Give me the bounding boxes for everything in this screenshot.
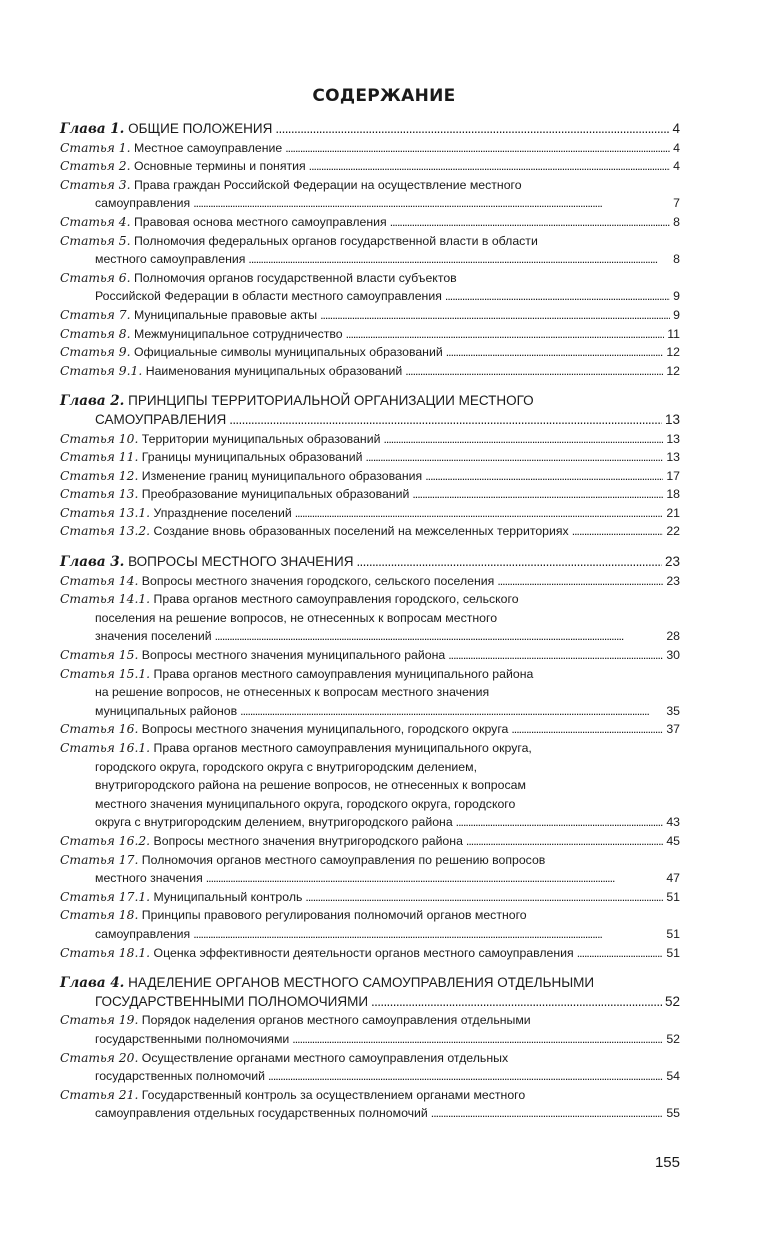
- entry-line: [60, 944, 680, 963]
- toc-text: [60, 553, 353, 572]
- leader-dots: [240, 702, 663, 721]
- toc-text: [95, 1030, 289, 1049]
- toc-entry[interactable]: [60, 448, 680, 467]
- leader-dots: [466, 832, 663, 851]
- toc-text: [60, 739, 532, 758]
- page-ref: 47: [666, 871, 680, 886]
- toc-text: [60, 232, 538, 251]
- leader-dots: [572, 522, 664, 541]
- entry-line: [60, 1030, 680, 1049]
- article-title: самоуправления: [95, 196, 191, 211]
- toc-text: [95, 702, 237, 721]
- table-of-contents: [60, 120, 680, 1135]
- entry-line: [60, 362, 680, 381]
- entry-line: [60, 232, 680, 251]
- toc-text: [95, 287, 442, 306]
- leader-dots: [511, 720, 663, 739]
- article-title: Принципы правового регулирования полномочий органов местного: [141, 908, 527, 923]
- toc-entry[interactable]: [60, 176, 680, 213]
- toc-text: [95, 1067, 265, 1086]
- chapter-title: САМОУПРАВЛЕНИЯ: [95, 411, 227, 427]
- article-label: Статья 19.: [60, 1013, 139, 1028]
- entry-line: [60, 306, 680, 325]
- chapter-heading-line: [60, 120, 680, 139]
- article-title: государственных полномочий: [95, 1069, 265, 1084]
- chapter-title: НАДЕЛЕНИЕ ОРГАНОВ МЕСТНОГО САМОУПРАВЛЕНИЯ ОТДЕЛЬНЫМИ: [128, 975, 595, 991]
- toc-text: [60, 572, 494, 591]
- toc-text: [60, 120, 272, 139]
- toc-entry[interactable]: [60, 1049, 680, 1086]
- page-ref: 9: [673, 307, 680, 322]
- entry-line: [60, 343, 680, 362]
- article-label: Статья 13.1.: [60, 505, 151, 520]
- toc-text: [95, 993, 368, 1012]
- article-label: Статья 6.: [60, 270, 131, 285]
- chapter-label: Глава 4.: [60, 975, 125, 992]
- toc-text: [60, 269, 457, 288]
- toc-text: [60, 888, 302, 907]
- article-title: на решение вопросов, не отнесенных к вопросам местного значения: [95, 685, 490, 700]
- article-label: Статья 7.: [60, 307, 131, 322]
- toc-text: [60, 1086, 525, 1105]
- article-title: Преобразование муниципальных образований: [141, 487, 410, 502]
- toc-text: [95, 194, 190, 213]
- article-label: Статья 21.: [60, 1087, 139, 1102]
- entry-line: [60, 1011, 680, 1030]
- article-title: Права граждан Российской Федерации на осуществление местного: [133, 177, 522, 192]
- entry-line: [60, 776, 680, 795]
- entry-line: [60, 572, 680, 591]
- toc-text: [60, 906, 527, 925]
- page-ref: 11: [667, 326, 680, 341]
- entry-line: [60, 813, 680, 832]
- toc-entry[interactable]: [60, 269, 680, 306]
- toc-entry[interactable]: [60, 1011, 680, 1048]
- chapter-label: Глава 2.: [60, 393, 125, 410]
- toc-entry[interactable]: [60, 646, 680, 665]
- page-title: СОДЕРЖАНИЕ: [312, 86, 456, 106]
- article-title: поселения на решение вопросов, не отнесенных к вопросам местного: [95, 610, 498, 625]
- entry-line: [60, 430, 680, 449]
- page-ref: 30: [666, 648, 680, 663]
- entry-line: [60, 1086, 680, 1105]
- toc-chapter: [60, 392, 680, 541]
- article-label: Статья 2.: [60, 159, 131, 174]
- article-label: Статья 8.: [60, 326, 131, 341]
- entry-line: [60, 851, 680, 870]
- article-title: городского округа, городского округа с внутригородским делением,: [95, 759, 477, 774]
- leader-dots: [371, 993, 662, 1012]
- article-label: Статья 10.: [60, 431, 139, 446]
- article-title: Полномочия органов государственной власти субъектов: [133, 270, 457, 285]
- toc-text: [60, 362, 402, 381]
- toc-text: [60, 522, 569, 541]
- article-label: Статья 16.2.: [60, 833, 151, 848]
- toc-text: [60, 1049, 508, 1068]
- article-label: Статья 11.: [60, 450, 139, 465]
- entry-line: [60, 485, 680, 504]
- entry-line: [60, 522, 680, 541]
- page-ref: 21: [666, 505, 680, 520]
- leader-dots: [193, 194, 670, 213]
- toc-chapter: [60, 553, 680, 962]
- toc-entry[interactable]: [60, 232, 680, 269]
- article-title: Границы муниципальных образований: [141, 450, 363, 465]
- toc-text: [95, 925, 190, 944]
- article-title: государственными полномочиями: [95, 1031, 290, 1046]
- article-title: местного значения: [95, 871, 203, 886]
- leader-dots: [305, 888, 663, 907]
- toc-text: [95, 813, 453, 832]
- leader-dots: [448, 646, 663, 665]
- entry-line: [60, 609, 680, 628]
- leader-dots: [229, 411, 662, 430]
- toc-entry[interactable]: [60, 720, 680, 739]
- leader-dots: [446, 343, 664, 362]
- toc-entry[interactable]: [60, 343, 680, 362]
- leader-dots: [356, 553, 662, 572]
- article-title: Упразднение поселений: [153, 505, 292, 520]
- entry-line: [60, 758, 680, 777]
- toc-entry[interactable]: [60, 906, 680, 943]
- article-label: Статья 9.1.: [60, 363, 143, 378]
- article-title: Права органов местного самоуправления муниципального района: [153, 666, 534, 681]
- toc-chapter: [60, 974, 680, 1123]
- toc-text: [60, 944, 574, 963]
- entry-line: [60, 287, 680, 306]
- toc-entry[interactable]: [60, 157, 680, 176]
- toc-entry[interactable]: [60, 213, 680, 232]
- toc-entry[interactable]: [60, 572, 680, 591]
- article-label: Статья 3.: [60, 177, 131, 192]
- entry-line: [60, 832, 680, 851]
- toc-text: [95, 795, 515, 814]
- chapter-heading-line: [60, 974, 680, 993]
- article-title: Вопросы местного значения муниципального района: [141, 648, 446, 663]
- toc-entry[interactable]: [60, 832, 680, 851]
- entry-line: [60, 1104, 680, 1123]
- page-number: 155: [654, 1154, 680, 1171]
- entry-line: [60, 1067, 680, 1086]
- article-title: значения поселений: [95, 629, 212, 644]
- article-title: внутригородского района на решение вопросов, не отнесенных к вопросам: [95, 778, 526, 793]
- toc-text: [60, 392, 534, 411]
- chapter-heading-line: [60, 993, 680, 1012]
- toc-entry[interactable]: [60, 851, 680, 888]
- article-label: Статья 17.1.: [60, 889, 151, 904]
- chapter-label: Глава 1.: [60, 121, 125, 137]
- toc-text: [95, 627, 212, 646]
- toc-entry[interactable]: [60, 590, 680, 646]
- article-title: Муниципальный контроль: [153, 889, 303, 904]
- toc-entry[interactable]: [60, 504, 680, 523]
- toc-text: [60, 176, 522, 195]
- entry-line: [60, 139, 680, 158]
- article-title: Полномочия органов местного самоуправления по решению вопросов: [141, 852, 546, 867]
- entry-line: [60, 720, 680, 739]
- toc-text: [95, 758, 477, 777]
- page-ref: 13: [666, 431, 680, 446]
- article-title: Основные термины и понятия: [133, 159, 306, 174]
- article-label: Статья 4.: [60, 214, 131, 229]
- entry-line: [60, 627, 680, 646]
- article-label: Статья 18.1.: [60, 945, 151, 960]
- leader-dots: [248, 250, 670, 269]
- toc-entry[interactable]: [60, 467, 680, 486]
- toc-entry[interactable]: [60, 944, 680, 963]
- leader-dots: [268, 1067, 663, 1086]
- chapter-title: ВОПРОСЫ МЕСТНОГО ЗНАЧЕНИЯ: [128, 554, 354, 570]
- article-title: Вопросы местного значения внутригородского района: [153, 833, 463, 848]
- article-label: Статья 15.1.: [60, 666, 151, 681]
- page-ref: 28: [666, 629, 680, 644]
- leader-dots: [292, 1030, 663, 1049]
- leader-dots: [285, 139, 670, 158]
- chapter-heading[interactable]: [60, 974, 680, 1011]
- article-title: Наименования муниципальных образований: [145, 363, 403, 378]
- article-title: местного значения муниципального округа, городского округа, городского: [95, 796, 516, 811]
- entry-line: [60, 448, 680, 467]
- chapter-heading-line: [60, 392, 680, 411]
- article-title: Порядок наделения органов местного самоуправления отдельными: [141, 1013, 531, 1028]
- leader-dots: [193, 925, 663, 944]
- entry-line: [60, 925, 680, 944]
- page-ref: 52: [666, 1031, 680, 1046]
- toc-text: [60, 448, 363, 467]
- article-label: Статья 15.: [60, 648, 139, 663]
- article-label: Статья 20.: [60, 1050, 139, 1065]
- page-ref: 8: [673, 214, 680, 229]
- article-title: Вопросы местного значения муниципального, городского округа: [141, 722, 509, 737]
- toc-text: [60, 157, 306, 176]
- leader-dots: [405, 362, 663, 381]
- article-title: муниципальных районов: [95, 703, 238, 718]
- toc-text: [95, 1104, 428, 1123]
- page-ref: 13: [664, 411, 680, 427]
- toc-text: [60, 1011, 531, 1030]
- entry-line: [60, 683, 680, 702]
- page-ref: 37: [666, 722, 680, 737]
- page-ref: 52: [664, 993, 680, 1009]
- article-label: Статья 14.: [60, 573, 139, 588]
- article-title: Оценка эффективности деятельности органов местного самоуправления: [153, 945, 574, 960]
- page-ref: 12: [666, 363, 680, 378]
- toc-entry[interactable]: [60, 362, 680, 381]
- entry-line: [60, 590, 680, 609]
- chapter-heading[interactable]: [60, 553, 680, 572]
- article-label: Статья 16.1.: [60, 741, 151, 755]
- toc-text: [60, 139, 282, 158]
- entry-line: [60, 739, 680, 758]
- leader-dots: [206, 869, 664, 888]
- page-ref: 51: [666, 889, 680, 904]
- article-title: Российской Федерации в области местного самоуправления: [95, 289, 442, 304]
- leader-dots: [445, 287, 670, 306]
- page-ref: 8: [673, 252, 680, 267]
- article-title: Межмуниципальное сотрудничество: [133, 326, 343, 341]
- entry-line: [60, 176, 680, 195]
- article-title: Вопросы местного значения городского, сельского поселения: [141, 573, 495, 588]
- toc-text: [60, 213, 387, 232]
- entry-line: [60, 269, 680, 288]
- entry-line: [60, 250, 680, 269]
- toc-text: [95, 609, 497, 628]
- page-ref: 23: [664, 554, 680, 570]
- article-title: самоуправления: [95, 926, 191, 941]
- toc-entry[interactable]: [60, 739, 680, 832]
- page-ref: 13: [666, 450, 680, 465]
- toc-entry[interactable]: [60, 1086, 680, 1123]
- article-title: Правовая основа местного самоуправления: [133, 214, 387, 229]
- article-label: Статья 13.: [60, 487, 139, 502]
- toc-text: [60, 504, 292, 523]
- leader-dots: [497, 572, 663, 591]
- leader-dots: [295, 504, 664, 523]
- page-ref: 4: [673, 159, 680, 174]
- article-title: Осуществление органами местного самоуправления отдельных: [141, 1050, 509, 1065]
- toc-text: [60, 343, 443, 362]
- article-title: Местное самоуправление: [133, 140, 283, 155]
- entry-line: [60, 646, 680, 665]
- toc-text: [95, 776, 526, 795]
- toc-text: [60, 720, 508, 739]
- page-ref: 23: [666, 573, 680, 588]
- leader-dots: [577, 944, 664, 963]
- leader-dots: [456, 813, 664, 832]
- page-ref: 45: [666, 833, 680, 848]
- chapter-title: ГОСУДАРСТВЕННЫМИ ПОЛНОМОЧИЯМИ: [95, 993, 369, 1009]
- page-ref: 9: [673, 289, 680, 304]
- chapter-label: Глава 3.: [60, 554, 125, 571]
- entry-line: [60, 213, 680, 232]
- page-ref: 51: [666, 945, 680, 960]
- chapter-heading-line: [60, 411, 680, 430]
- article-label: Статья 5.: [60, 233, 131, 248]
- article-title: самоуправления отдельных государственных полномочий: [95, 1106, 428, 1121]
- toc-entry[interactable]: [60, 139, 680, 158]
- toc-entry[interactable]: [60, 430, 680, 449]
- toc-text: [60, 590, 519, 609]
- article-title: Создание вновь образованных поселений на межселенных территориях: [153, 524, 569, 539]
- article-title: Территории муниципальных образований: [141, 431, 381, 446]
- page-ref: 51: [666, 926, 680, 941]
- toc-chapter: [60, 120, 680, 380]
- leader-dots: [366, 448, 664, 467]
- toc-text: [60, 832, 463, 851]
- chapter-heading[interactable]: [60, 392, 680, 429]
- page-ref: 12: [666, 345, 680, 360]
- page-ref: 35: [666, 703, 680, 718]
- toc-entry[interactable]: [60, 485, 680, 504]
- toc-entry[interactable]: [60, 665, 680, 721]
- article-title: Государственный контроль за осуществлением органами местного: [141, 1087, 526, 1102]
- toc-text: [60, 485, 409, 504]
- toc-text: [60, 306, 317, 325]
- entry-line: [60, 194, 680, 213]
- toc-entry[interactable]: [60, 325, 680, 344]
- article-title: Права органов местного самоуправления муниципального округа,: [153, 741, 532, 755]
- toc-text: [95, 411, 226, 430]
- leader-dots: [383, 430, 663, 449]
- article-title: Изменение границ муниципального образования: [141, 468, 423, 483]
- entry-line: [60, 795, 680, 814]
- leader-dots: [309, 157, 670, 176]
- article-label: Статья 12.: [60, 468, 139, 483]
- article-label: Статья 14.1.: [60, 592, 151, 607]
- chapter-title: ПРИНЦИПЫ ТЕРРИТОРИАЛЬНОЙ ОРГАНИЗАЦИИ МЕСТНОГО: [128, 393, 534, 409]
- article-title: Права органов местного самоуправления городского, сельского: [153, 592, 519, 607]
- article-label: Статья 1.: [60, 140, 131, 155]
- article-title: округа с внутригородским делением, внутригородского района: [95, 815, 453, 830]
- toc-text: [60, 974, 594, 993]
- entry-line: [60, 869, 680, 888]
- article-label: Статья 9.: [60, 345, 131, 360]
- article-label: Статья 13.2.: [60, 524, 151, 539]
- toc-text: [60, 325, 343, 344]
- toc-entry[interactable]: [60, 522, 680, 541]
- leader-dots: [431, 1104, 664, 1123]
- page-ref: 18: [666, 487, 680, 502]
- article-title: Муниципальные правовые акты: [133, 307, 318, 322]
- entry-line: [60, 665, 680, 684]
- leader-dots: [390, 213, 670, 232]
- toc-entry[interactable]: [60, 888, 680, 907]
- leader-dots: [412, 485, 663, 504]
- toc-text: [60, 430, 380, 449]
- article-label: Статья 16.: [60, 722, 139, 737]
- page-ref: 7: [673, 196, 680, 211]
- entry-line: [60, 467, 680, 486]
- entry-line: [60, 888, 680, 907]
- page-ref: 22: [666, 524, 680, 539]
- toc-text: [60, 467, 422, 486]
- page-ref: 4: [672, 121, 680, 136]
- toc-text: [95, 683, 489, 702]
- toc-text: [95, 250, 245, 269]
- leader-dots: [215, 627, 664, 646]
- entry-line: [60, 1049, 680, 1068]
- article-title: Официальные символы муниципальных образований: [133, 345, 443, 360]
- article-title: местного самоуправления: [95, 252, 246, 267]
- entry-line: [60, 702, 680, 721]
- leader-dots: [275, 120, 669, 139]
- toc-text: [95, 869, 203, 888]
- page-ref: 55: [666, 1106, 680, 1121]
- entry-line: [60, 325, 680, 344]
- toc-text: [60, 665, 533, 684]
- article-label: Статья 18.: [60, 908, 139, 923]
- toc-entry[interactable]: [60, 306, 680, 325]
- entry-line: [60, 504, 680, 523]
- page-ref: 17: [666, 468, 680, 483]
- leader-dots: [425, 467, 663, 486]
- article-title: Полномочия федеральных органов государственной власти в области: [133, 233, 538, 248]
- article-label: Статья 17.: [60, 852, 139, 867]
- chapter-heading-line: [60, 553, 680, 572]
- chapter-heading[interactable]: [60, 120, 680, 139]
- page-ref: 43: [666, 815, 680, 830]
- page-ref: 4: [673, 140, 680, 155]
- entry-line: [60, 906, 680, 925]
- toc-text: [60, 851, 545, 870]
- leader-dots: [320, 306, 670, 325]
- chapter-title: ОБЩИЕ ПОЛОЖЕНИЯ: [128, 121, 273, 136]
- toc-text: [60, 646, 445, 665]
- page-ref: 54: [666, 1069, 680, 1084]
- entry-line: [60, 157, 680, 176]
- leader-dots: [346, 325, 665, 344]
